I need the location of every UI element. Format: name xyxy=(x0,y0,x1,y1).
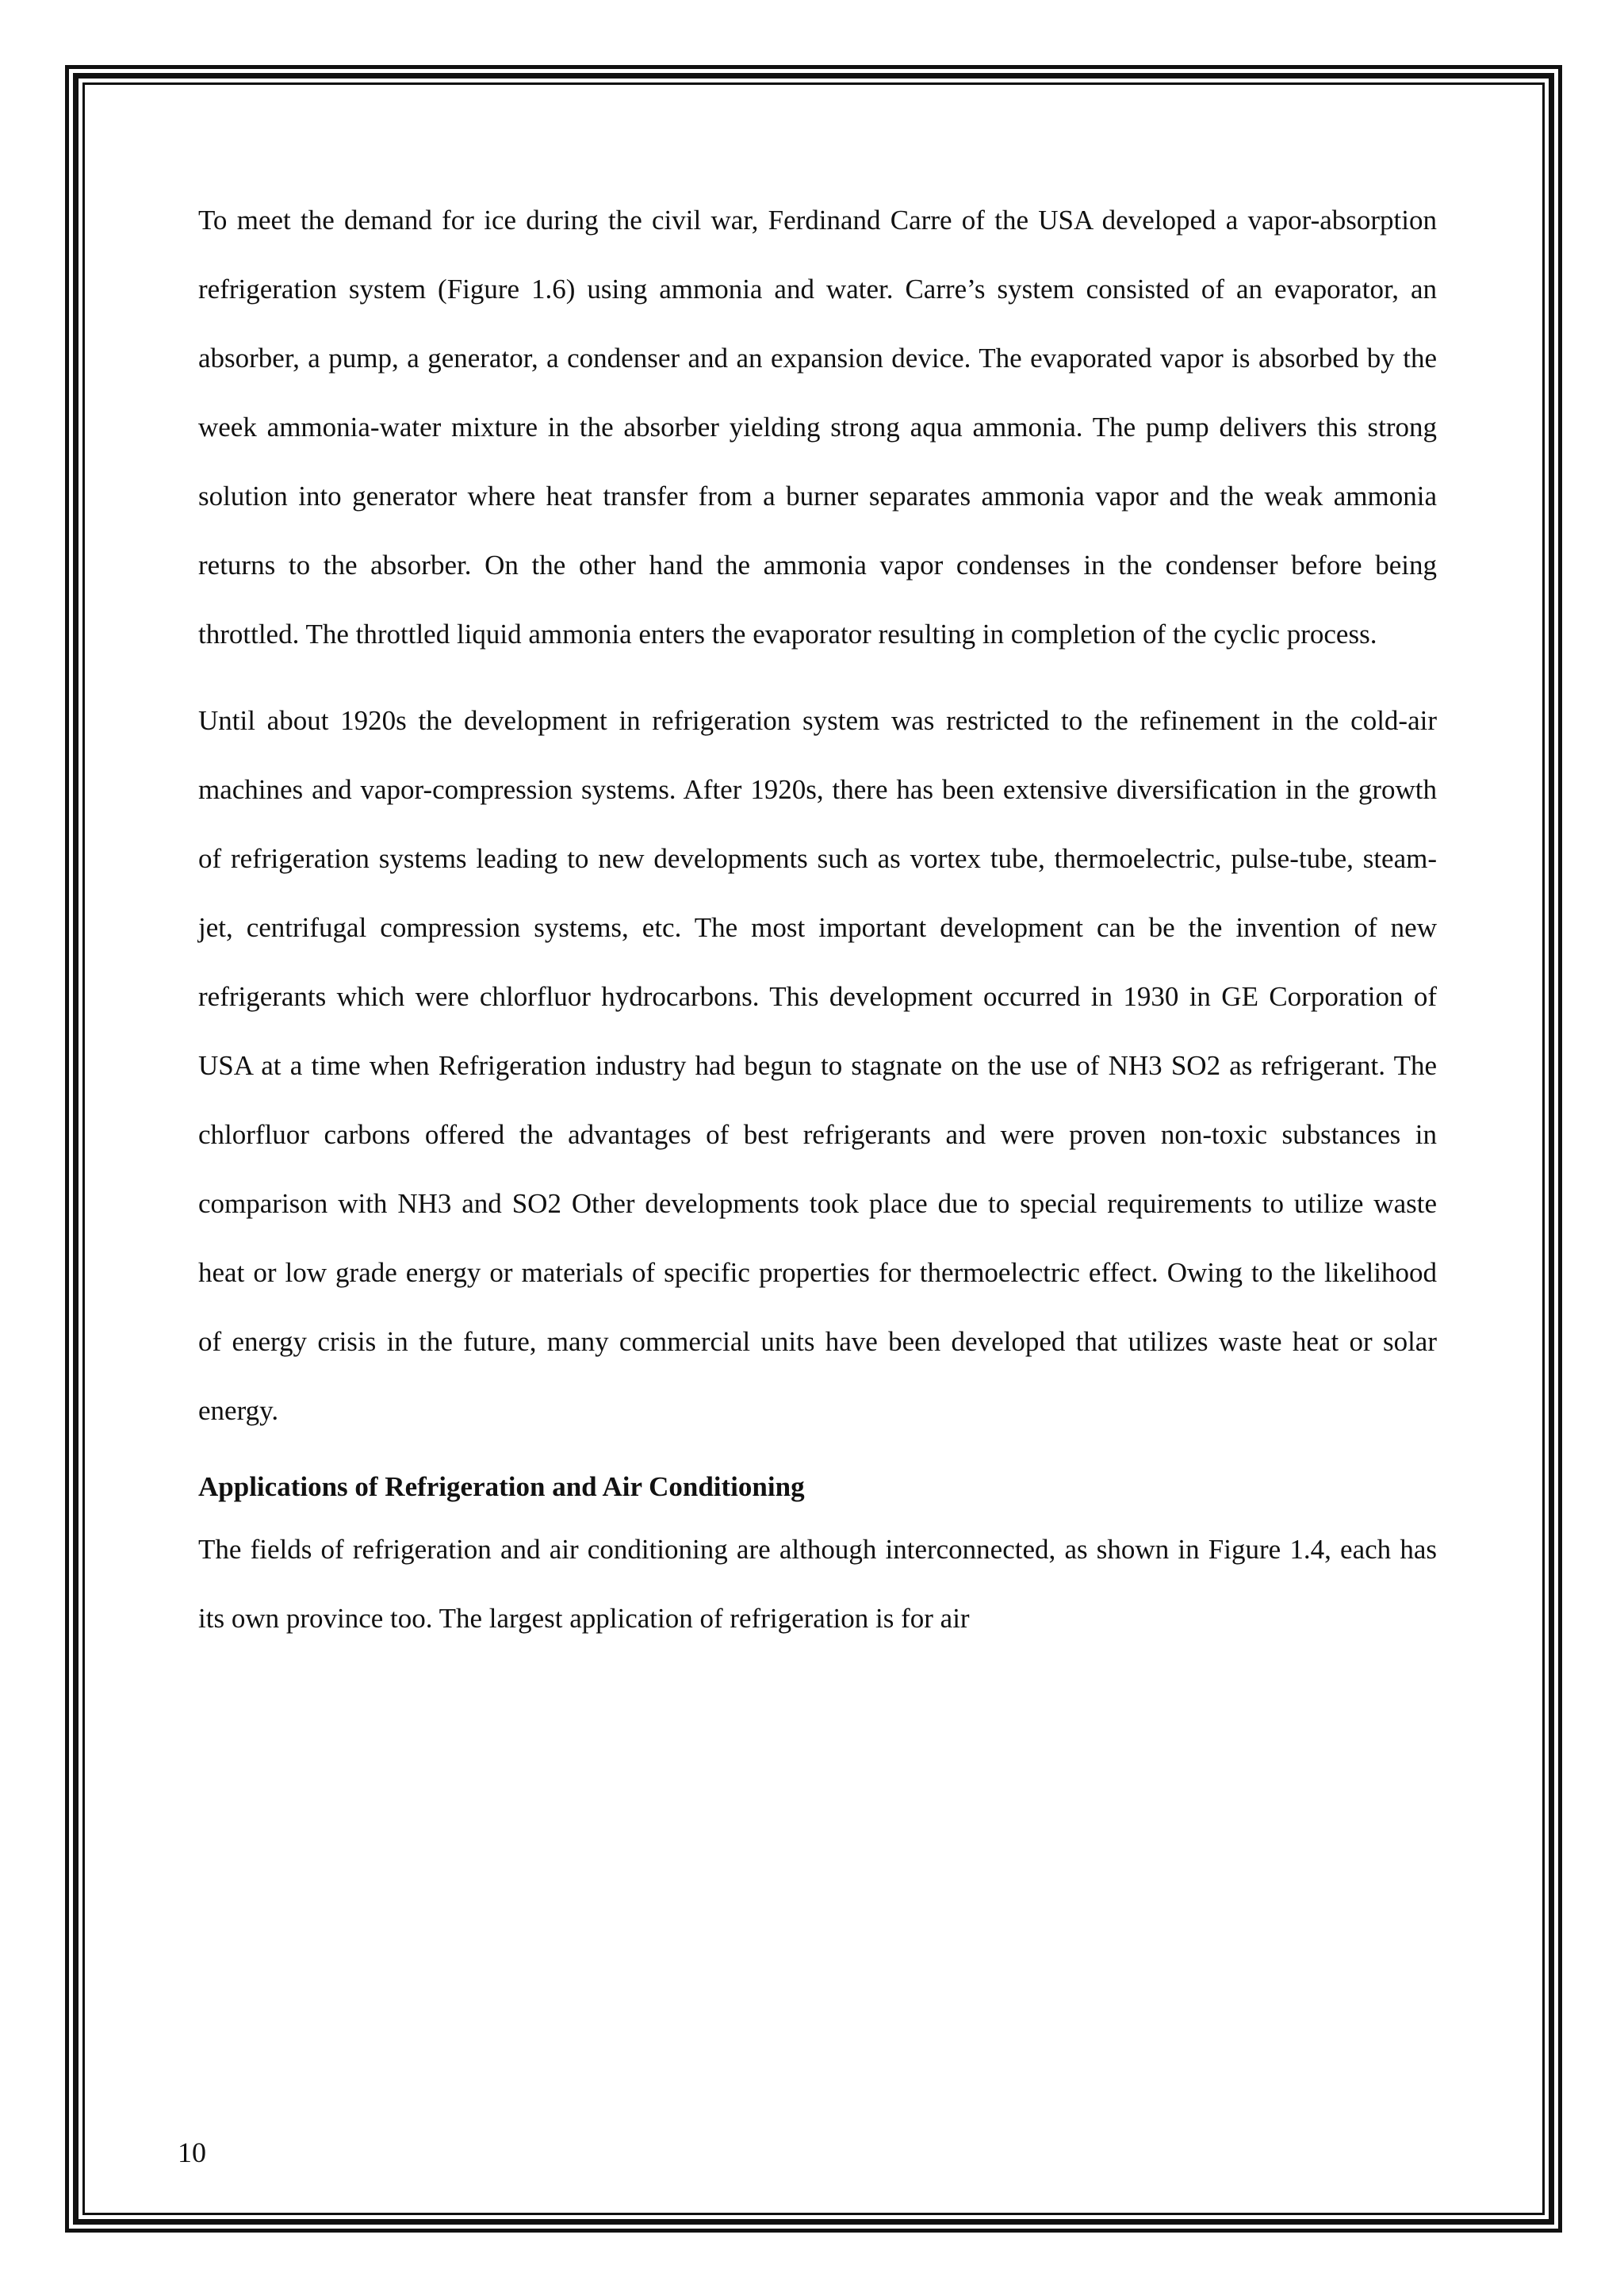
page-number: 10 xyxy=(178,2137,206,2168)
paragraph-applications: The fields of refrigeration and air conditioning are although interconnected, as shown in Figure 1.4, each has its own province too. The largest application of refrigeration is for air xyxy=(198,1534,1437,1634)
paragraph-refrigeration-developments: Until about 1920s the development in refrigeration system was restricted to the refinement in the cold-air machines and vapor-compression systems. After 1920s, there has been extensive diversification in the growth of refrigeration systems leading to new developments such as vortex tube, thermoelectric, pulse-tube, steam-jet, centrifugal compression systems, etc. The most important development can be the invention of new refrigerants which were chlorfluor hydrocarbons. This development occurred in 1930 in GE Corporation of USA at a time when Refrigeration industry had begun to stagnate on the use of NH3 SO2 as refrigerant. The chlorfluor carbons offered the advantages of best refrigerants and were proven non-toxic substances in comparison with NH3 and SO2 Other developments took place due to special requirements to utilize waste heat or low grade energy or materials of specific properties for thermoelectric effect. Owing to the likelihood of energy crisis in the future, many commercial units have been developed that utilizes waste heat or solar energy. xyxy=(198,705,1437,1426)
section-heading: Applications of Refrigeration and Air Conditioning xyxy=(198,1471,805,1502)
page-body xyxy=(198,186,1437,1653)
paragraph-carre-absorption-system: To meet the demand for ice during the civil war, Ferdinand Carre of the USA developed a vapor-absorption refrigeration system (Figure 1.6) using ammonia and water. Carre’s system consisted of an evaporator, an absorber, a pump, a generator, a condenser and an expansion device. The evaporated vapor is absorbed by the week ammonia-water mixture in the absorber yielding strong aqua ammonia. The pump delivers this strong solution into generator where heat transfer from a burner separates ammonia vapor and the weak ammonia returns to the absorber. On the other hand the ammonia vapor condenses in the condenser before being throttled. The throttled liquid ammonia enters the evaporator resulting in completion of the cyclic process. xyxy=(198,205,1437,650)
